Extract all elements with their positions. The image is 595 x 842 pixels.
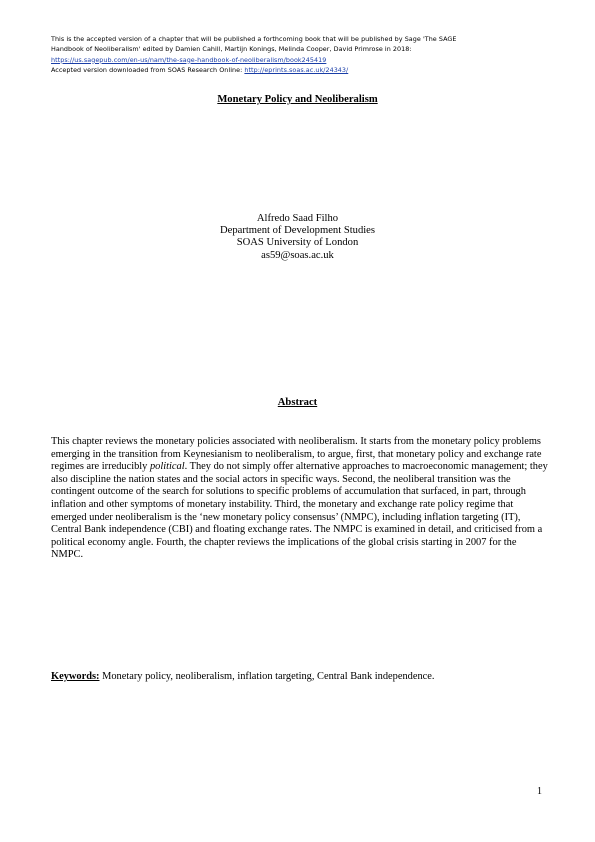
note-line-4-prefix: Accepted version downloaded from SOAS Research Online: [51, 65, 245, 74]
acceptance-note [51, 34, 551, 75]
eprints-link[interactable]: http://eprints.soas.ac.uk/24343/ [244, 65, 349, 74]
page-number: 1 [537, 786, 542, 797]
keywords-label: Keywords: [51, 671, 100, 682]
note-line-2: Handbook of Neoliberalism' edited by Damien Cahill, Martijn Konings, Melinda Cooper, David Primrose in 2018: [51, 45, 412, 54]
note-line-1: This is the accepted version of a chapter that will be published a forthcoming book that will be published by Sage 'The SAGE [51, 35, 457, 43]
author-block [0, 213, 595, 262]
keywords-line [51, 671, 551, 682]
abstract-text-2: . They do not simply offer alternative approaches to macroeconomic management; they also discipline the nation states and the social actors in specific ways. Second, the neoliberal transition was the contingent outcome of the search for solutions to specific problems of accumulation that surfaced, in part, through inflation and other symptoms of monetary instability. Third, the monetary and exchange rate policy regime that emerged under neoliberalism is the ‘new monetary policy consensus’ (NMPC), including inflation targeting (IT), Central Bank independence (CBI) and floating exchange rates. The NMPC is examined in detail, and criticised from a political economy angle. Fourth, the chapter reviews the implications of the global crisis starting in 2007 for the NMPC. [51, 461, 548, 561]
abstract-heading: Abstract [277, 397, 318, 408]
abstract-text-1: This chapter reviews the monetary policies associated with neoliberalism. It starts from the monetary policy problems emerging in the transition from Keynesianism to neoliberalism, to argue, first, that monetary policy and exchange rate regimes are irreducibly [51, 436, 542, 473]
book-link[interactable]: https://us.sagepub.com/en-us/nam/the-sage-handbook-of-neoliberalism/book245419 [51, 55, 327, 64]
author-department: Department of Development Studies [219, 225, 376, 237]
note-line-4 [51, 65, 551, 75]
abstract-body [51, 436, 551, 562]
author-email: as59@soas.ac.uk [261, 249, 334, 261]
chapter-title: Monetary Policy and Neoliberalism [217, 94, 378, 105]
keywords-text: Monetary policy, neoliberalism, inflation targeting, Central Bank independence. [99, 671, 435, 682]
abstract-emphasis: political [149, 461, 185, 473]
author-name: Alfredo Saad Filho [256, 213, 339, 224]
author-institution: SOAS University of London [236, 237, 359, 249]
